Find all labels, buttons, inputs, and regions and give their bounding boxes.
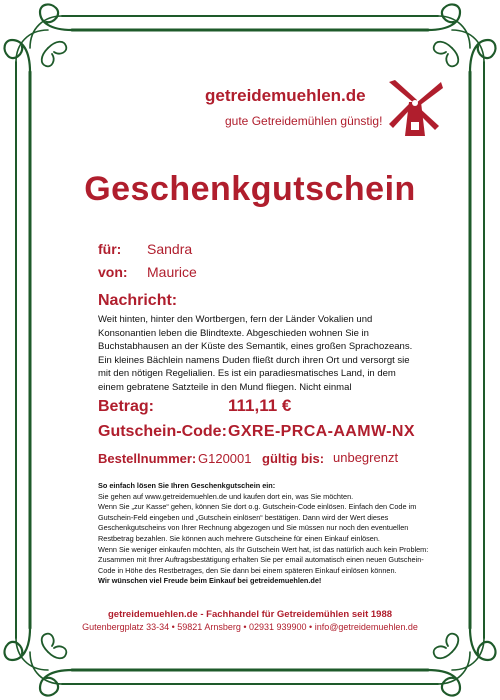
voucher-code-label: Gutschein-Code: (98, 423, 227, 440)
order-number-label: Bestellnummer: (98, 451, 197, 466)
instructions-step-2: Wenn Sie „zur Kasse“ gehen, können Sie dort o.g. Gutschein-Code einlösen. Einfach den Code im Gutschein-Feld eingeben und „Gutschein einlösen“ bestätigen. Dann wird der Wert dieses Geschenkgutscheins von Ihrer Rechnung abgezogen und Sie müssen nur noch den eventuellen Restbetrag bezahlen. Sie können auch mehrere Gutscheine für einen Einkauf einlösen. (98, 502, 417, 543)
brand-name: getreidemuehlen.de (205, 86, 366, 105)
message-label: Nachricht: (98, 292, 178, 309)
from-value: Maurice (147, 264, 197, 280)
amount-value: 111,11 € (228, 396, 292, 415)
amount-label: Betrag: (98, 398, 155, 415)
windmill-icon (385, 78, 445, 138)
brand-slogan: gute Getreidemühlen günstig! (225, 114, 383, 128)
voucher-title: Geschenkgutschein (84, 170, 416, 208)
valid-until-label: gültig bis: (262, 451, 325, 466)
instructions-title: So einfach lösen Sie Ihren Geschenkgutschein ein: (98, 481, 276, 490)
footer-contact-line: Gutenbergplatz 33-34 • 59821 Arnsberg • 02931 939900 • info@getreidemuehlen.de (82, 622, 418, 632)
footer-company-line: getreidemuehlen.de - Fachhandel für Getreidemühlen seit 1988 (107, 609, 393, 620)
brand-logo (205, 86, 455, 146)
instructions-step-1: Sie gehen auf www.getreidemuehlen.de und kaufen dort ein, was Sie möchten. (98, 491, 354, 501)
redemption-instructions (98, 481, 438, 587)
instructions-closing: Wir wünschen viel Freude beim Einkauf bei getreidemuehlen.de! (98, 576, 322, 586)
valid-until-value: unbegrenzt (333, 450, 399, 465)
order-number-value: G120001 (198, 451, 252, 466)
from-label: von: (98, 264, 128, 280)
to-label: für: (98, 241, 122, 257)
message-text: Weit hinten, hinter den Wortbergen, fern der Länder Vokalien und Konsonantien leben die Blindtexte. Abgeschieden wohnen Sie in Buchstabhausen an der Küste des Semantik, eines großen Sprachozeans. Ein kleines Bächlein namens Duden fließt durch ihren Ort und versorgt sie mit den nötigen Regelialien. Es ist ein paradiesmatisches Land, in dem einem gebratene Satzteile in den Mund fliegen. Nicht einmal (98, 314, 413, 393)
instructions-step-3: Wenn Sie weniger einkaufen möchten, als Ihr Gutschein Wert hat, ist das natürlich auch kein Problem: Zusammen mit Ihrer Auftragsbestätigung erhalten Sie per email automatisch einen neuen Gutschein-Code in Höhe des Restbetrages, den Sie dann bei einem späteren Einkauf einlösen können. (98, 544, 429, 575)
to-value: Sandra (147, 241, 193, 257)
voucher-code-value: GXRE-PRCA-AAMW-NX (228, 423, 415, 440)
